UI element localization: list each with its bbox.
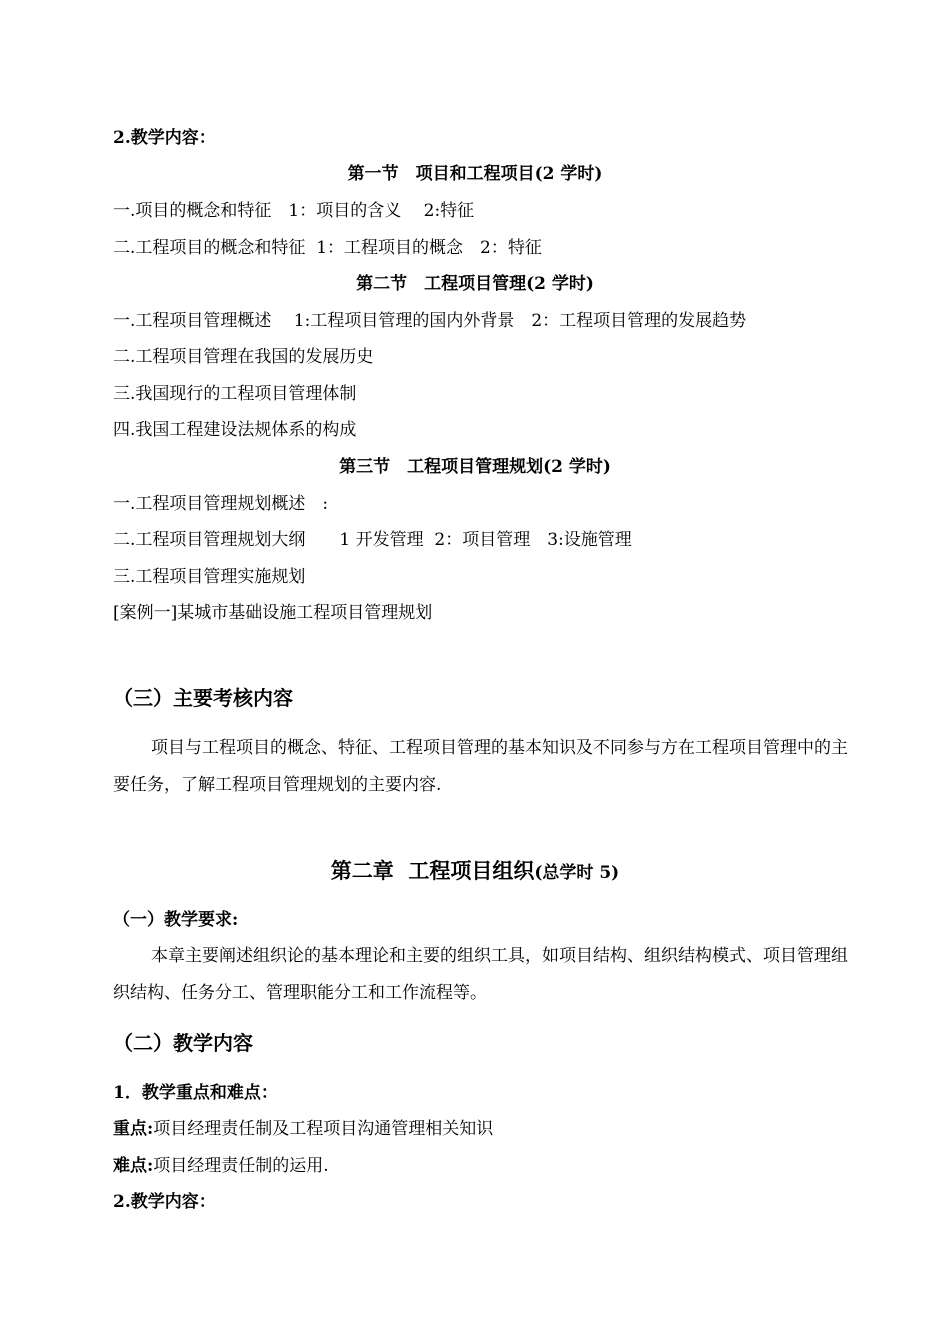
section-3-title: 第三节 工程项目管理规划(2 学时) (339, 457, 611, 477)
chapter-2-main: 第二章 工程项目组织 (330, 858, 535, 883)
teaching-requirements-paragraph: 本章主要阐述组织论的基本理论和主要的组织工具，如项目结构、组织结构模式、项目管理组织结构、任务分工、管理职能分工和工作流程等。 (113, 946, 848, 1003)
section-3-line-4: [案例一]某城市基础设施工程项目管理规划 (113, 603, 433, 623)
section-1-line-2: 二.工程项目的概念和特征 1：工程项目的概念 2：特征 (113, 238, 542, 258)
section-3-line-3: 三.工程项目管理实施规划 (113, 567, 306, 587)
section-3-line-2: 二.工程项目管理规划大纲 1 开发管理 2：项目管理 3:设施管理 (113, 530, 632, 550)
section-2-line-4: 四.我国工程建设法规体系的构成 (113, 420, 357, 440)
teaching-content-heading: （二）教学内容 (113, 1031, 253, 1055)
key-point-label: 重点: (113, 1119, 154, 1139)
section-2-line-3: 三.我国现行的工程项目管理体制 (113, 384, 357, 404)
teaching-content-label-2: 2.教学内容： (113, 1192, 216, 1212)
key-point-text: 项目经理责任制及工程项目沟通管理相关知识 (153, 1119, 494, 1139)
exam-paragraph: 项目与工程项目的概念、特征、工程项目管理的基本知识及不同参与方在工程项目管理中的主要任务，了解工程项目管理规划的主要内容. (113, 738, 848, 795)
section-1-title: 第一节 项目和工程项目(2 学时) (347, 164, 603, 184)
key-points-heading: 1．教学重点和难点： (113, 1083, 278, 1103)
section-1-line-1: 一.项目的概念和特征 1：项目的含义 2:特征 (113, 201, 475, 221)
teaching-requirements-heading: （一）教学要求: (113, 910, 239, 930)
teaching-content-label: 2.教学内容： (113, 128, 216, 148)
difficulty-label: 难点: (113, 1156, 154, 1176)
difficulty-text: 项目经理责任制的运用. (153, 1156, 329, 1176)
chapter-2-hours: (总学时 5) (534, 863, 620, 883)
section-2-title: 第二节 工程项目管理(2 学时) (356, 274, 594, 294)
chapter-2-title (0, 856, 950, 888)
section-2-line-1: 一.工程项目管理概述 1:工程项目管理的国内外背景 2：工程项目管理的发展趋势 (113, 311, 747, 331)
difficulty-line (113, 1154, 329, 1178)
section-3-line-1: 一.工程项目管理规划概述 : (113, 494, 329, 514)
section-2-line-2: 二.工程项目管理在我国的发展历史 (113, 347, 374, 367)
exam-heading: （三）主要考核内容 (113, 686, 293, 710)
key-point-line (113, 1117, 493, 1141)
